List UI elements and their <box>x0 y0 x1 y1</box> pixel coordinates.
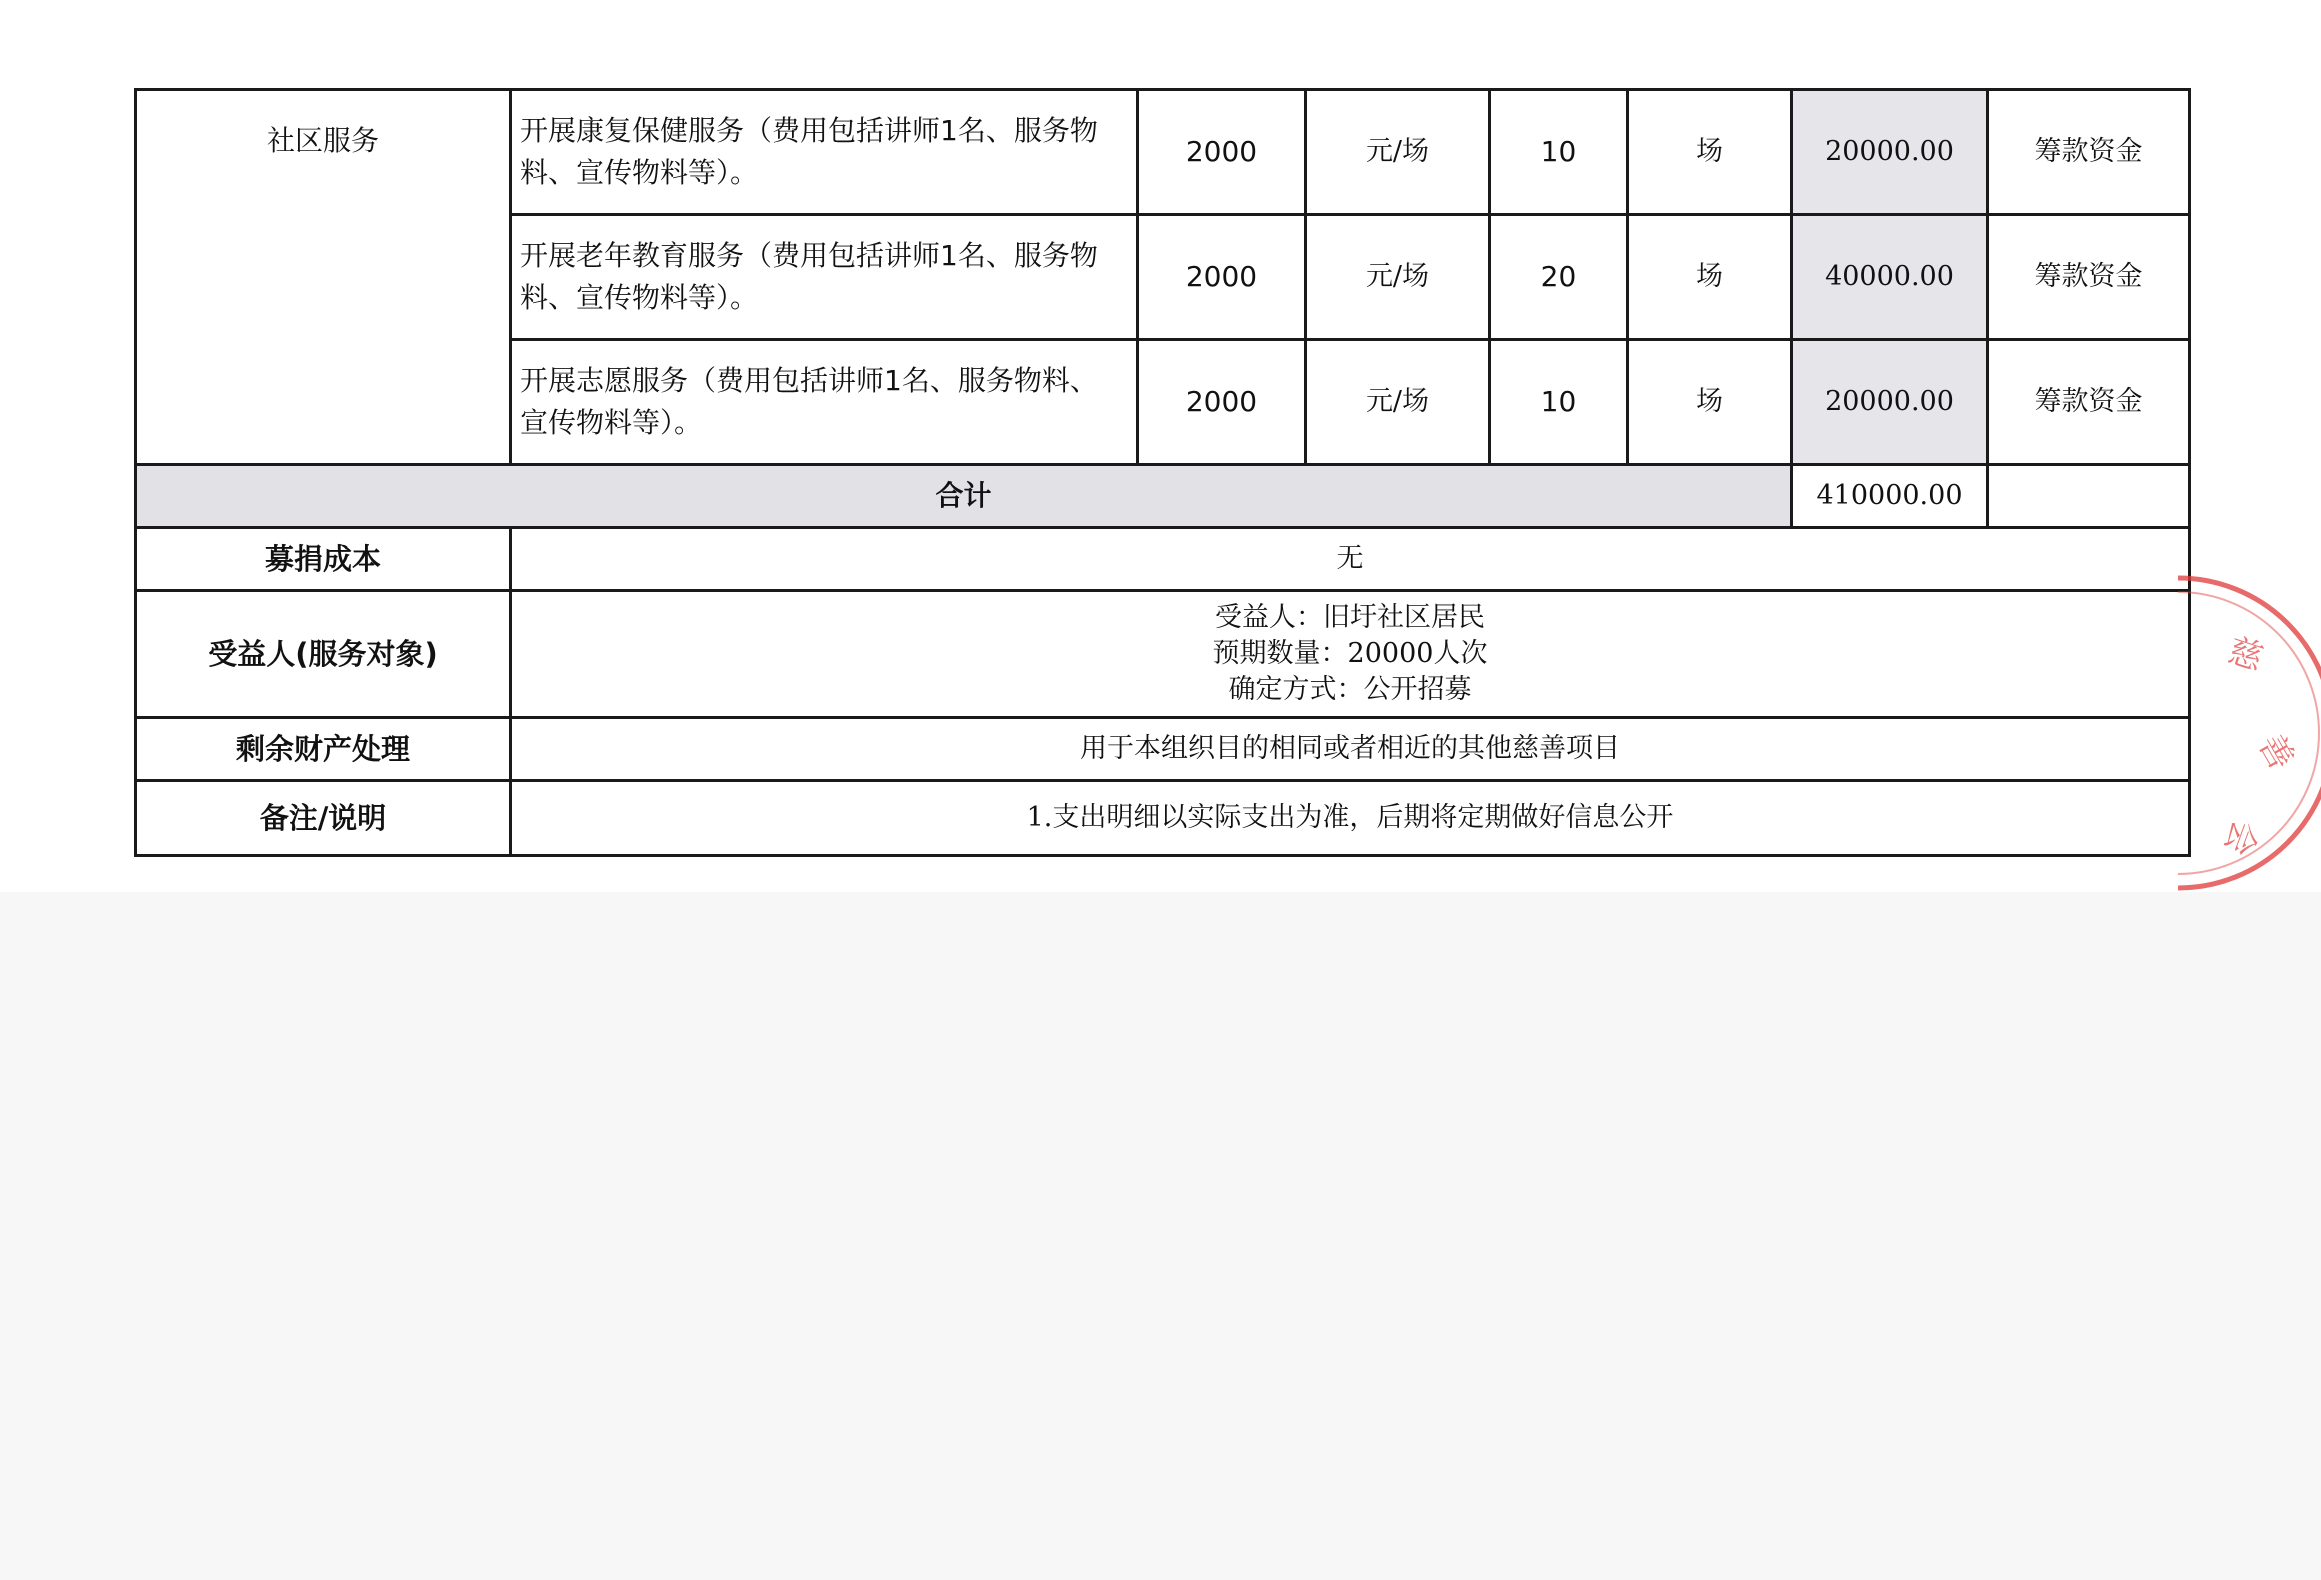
item-description-line: 宣传物料等）。 <box>520 406 703 439</box>
remaining-assets-label: 剩余财产处理 <box>136 718 511 781</box>
table-row <box>136 90 2190 215</box>
blank-page-area <box>0 892 2321 1580</box>
item-description-line: 料、宣传物料等）。 <box>520 281 759 314</box>
fund-source-cell: 筹款资金 <box>1988 215 2190 340</box>
unit-price-cell: 2000 <box>1138 215 1306 340</box>
total-amount: 410000.00 <box>1792 465 1988 528</box>
beneficiary-line: 预期数量：20000人次 <box>1212 638 1488 669</box>
quantity-unit-cell: 场 <box>1628 340 1792 465</box>
quantity-cell: 10 <box>1490 90 1628 215</box>
amount-cell: 20000.00 <box>1792 340 1988 465</box>
unit-cell: 元/场 <box>1306 90 1490 215</box>
unit-price-cell: 2000 <box>1138 90 1306 215</box>
quantity-unit-cell: 场 <box>1628 215 1792 340</box>
unit-cell: 元/场 <box>1306 215 1490 340</box>
item-description <box>511 340 1138 465</box>
svg-text:善: 善 <box>2250 727 2302 777</box>
budget-table <box>134 88 2191 857</box>
fundraising-cost-row <box>136 528 2190 591</box>
item-description-line: 料、宣传物料等）。 <box>520 156 759 189</box>
item-description-line: 开展康复保健服务（费用包括讲师1名、服务物 <box>520 114 1098 147</box>
quantity-cell: 20 <box>1490 215 1628 340</box>
fund-source-cell: 筹款资金 <box>1988 340 2190 465</box>
item-description <box>511 215 1138 340</box>
quantity-cell: 10 <box>1490 340 1628 465</box>
remaining-assets-value: 用于本组织目的相同或者相近的其他慈善项目 <box>511 718 2190 781</box>
item-description-line: 开展志愿服务（费用包括讲师1名、服务物料、 <box>520 364 1098 397</box>
unit-price-cell: 2000 <box>1138 340 1306 465</box>
beneficiary-row <box>136 591 2190 718</box>
beneficiary-label: 受益人(服务对象) <box>136 591 511 718</box>
remaining-assets-row <box>136 718 2190 781</box>
fund-source-cell: 筹款资金 <box>1988 90 2190 215</box>
quantity-unit-cell: 场 <box>1628 90 1792 215</box>
unit-cell: 元/场 <box>1306 340 1490 465</box>
beneficiary-line: 确定方式：公开招募 <box>1228 674 1472 705</box>
total-empty-cell <box>1988 465 2190 528</box>
beneficiary-value <box>511 591 2190 718</box>
item-description <box>511 90 1138 215</box>
fundraising-cost-label: 募捐成本 <box>136 528 511 591</box>
amount-cell: 20000.00 <box>1792 90 1988 215</box>
note-label: 备注/说明 <box>136 781 511 856</box>
note-value: 1.支出明细以实际支出为准，后期将定期做好信息公开 <box>511 781 2190 856</box>
total-row <box>136 465 2190 528</box>
item-description-line: 开展老年教育服务（费用包括讲师1名、服务物 <box>520 239 1098 272</box>
svg-text:会: 会 <box>2215 814 2266 861</box>
category-cell: 社区服务 <box>136 90 511 465</box>
fundraising-cost-value: 无 <box>511 528 2190 591</box>
amount-cell: 40000.00 <box>1792 215 1988 340</box>
svg-text:慈: 慈 <box>2223 630 2268 680</box>
total-label: 合计 <box>136 465 1792 528</box>
beneficiary-line: 受益人：旧圩社区居民 <box>1215 602 1485 633</box>
note-row <box>136 781 2190 856</box>
